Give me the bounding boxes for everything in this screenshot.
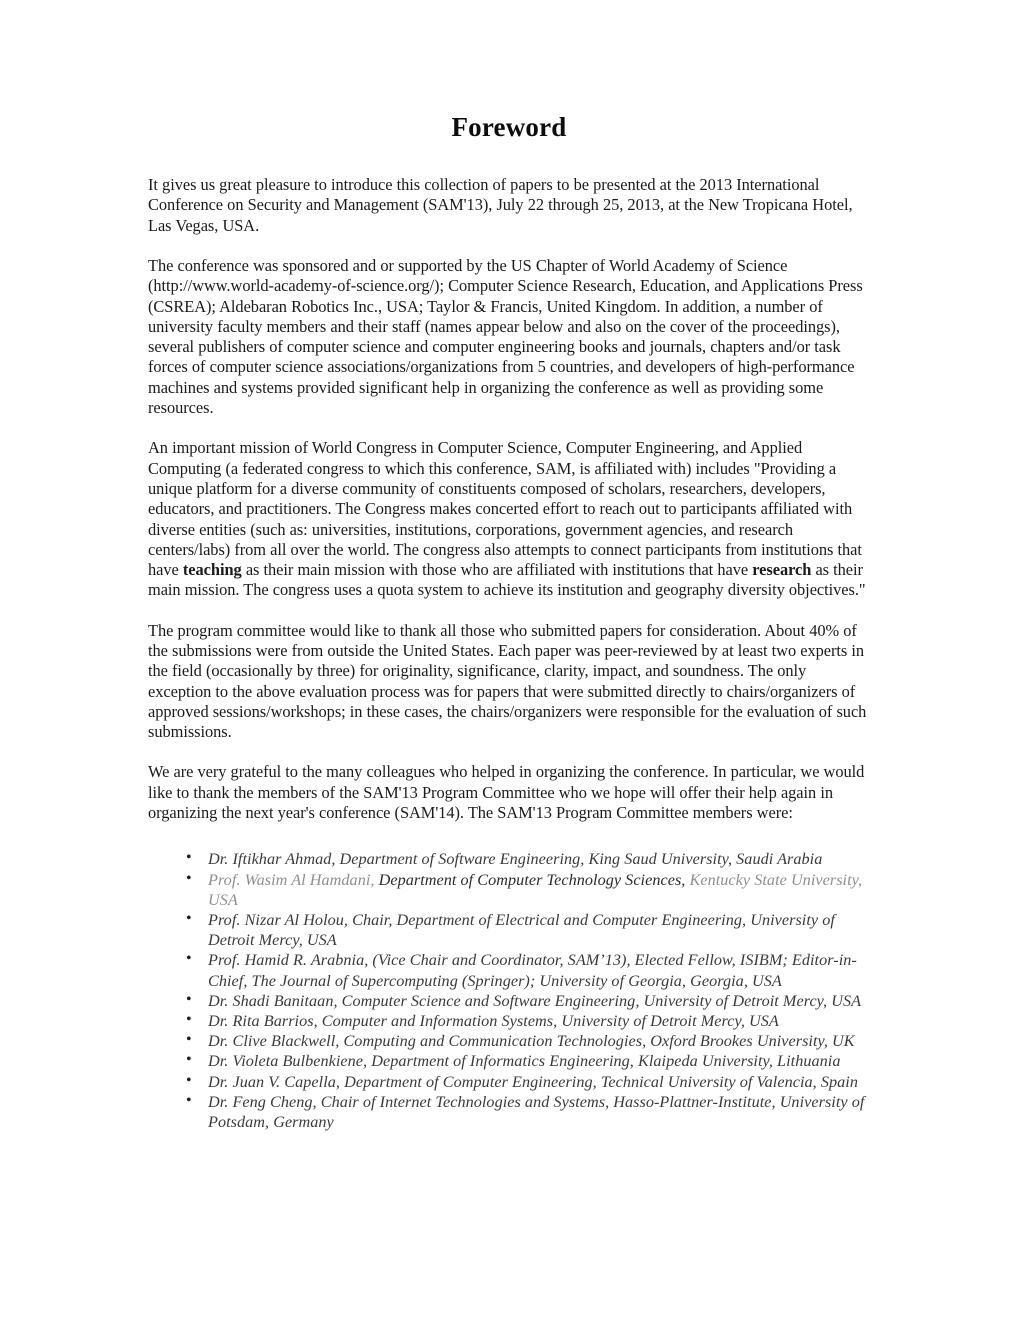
member-name-affiliation: Dr. Iftikhar Ahmad, Department of Software Engineering, King Saud University, Saudi Arabia	[208, 850, 823, 869]
member-name-affiliation: Dr. Juan V. Capella, Department of Computer Engineering, Technical University of Valencia, Spain	[208, 1072, 858, 1091]
paragraph-mission-text-part1: An important mission of World Congress in Computer Science, Computer Engineering, and Applied Computing (a federated congress to which this conference, SAM, is affiliated with) includes "Providing a unique platform for a diverse community of constituents composed of scholars, researchers, developers, educators, and practitioners. The Congress makes concerted effort to reach out to participants affiliated with diverse entities (such as: universities, institutions, corporations, government agencies, and research centers/labs) from all over the world. The congress also attempts to connect participants from institutions that have	[148, 438, 862, 580]
emphasis-research: research	[752, 560, 812, 580]
paragraph-sponsors-text: The conference was sponsored and or supported by the US Chapter of World Academy of Science (http://www.world-academy-of-science.org/); Computer Science Research, Education, and Applications Press (CSREA); Aldebaran Robotics Inc., USA; Taylor & Francis, United Kingdom. In addition, a number of university faculty members and their staff (names appear below and also on the cover of the proceedings), several publishers of computer science and computer engineering books and journals, chapters and/or task forces of computer science associations/organizations from 5 countries, and developers of high-performance machines and systems provided significant help in organizing the conference as well as providing some resources.	[148, 255, 863, 418]
paragraph-intro	[148, 175, 870, 236]
paragraph-mission	[148, 438, 870, 600]
document-body	[148, 112, 870, 1132]
list-item	[148, 1031, 870, 1051]
paragraph-sponsors	[148, 256, 870, 418]
member-name-affiliation: Dr. Violeta Bulbenkiene, Department of Informatics Engineering, Klaipeda University, Lithuania	[208, 1052, 841, 1071]
list-item	[148, 910, 870, 950]
list-item	[148, 1051, 870, 1071]
paragraph-acknowledgements	[148, 762, 870, 823]
program-committee-list	[148, 849, 870, 1132]
paragraph-acknowledgements-text: We are very grateful to the many colleagues who helped in organizing the conference. In particular, we would like to thank the members of the SAM'13 Program Committee who we hope will offer their help again in organizing the next year's conference (SAM'14). The SAM'13 Program Committee members were:	[148, 762, 865, 823]
member-name-affiliation: Prof. Nizar Al Holou, Chair, Department of Electrical and Computer Engineering, University of Detroit Mercy, USA	[208, 910, 835, 950]
member-name-affiliation: Dr. Rita Barrios, Computer and Information Systems, University of Detroit Mercy, USA	[208, 1011, 779, 1030]
list-item	[148, 1072, 870, 1092]
paragraph-intro-text: It gives us great pleasure to introduce this collection of papers to be presented at the 2013 International Conference on Security and Management (SAM'13), July 22 through 25, 2013, at the New Tropicana Hotel, Las Vegas, USA.	[148, 175, 853, 235]
list-item	[148, 870, 870, 910]
member-department: Department of Computer Technology Sciences,	[378, 870, 690, 889]
member-name-affiliation: Dr. Shadi Banitaan, Computer Science and Software Engineering, University of Detroit Mercy, USA	[208, 991, 862, 1010]
member-name-affiliation: Dr. Clive Blackwell, Computing and Communication Technologies, Oxford Brookes University, UK	[208, 1032, 855, 1051]
list-item	[148, 991, 870, 1011]
member-institution: Kentucky State University, USA	[208, 870, 863, 909]
member-name: Prof. Wasim Al Hamdani,	[208, 870, 379, 889]
list-item	[148, 849, 870, 869]
list-item	[148, 950, 870, 990]
emphasis-teaching: teaching	[182, 560, 242, 580]
member-name-affiliation: Dr. Feng Cheng, Chair of Internet Technologies and Systems, Hasso-Plattner-Institute, University of Potsdam, Germany	[208, 1092, 865, 1131]
page-title: Foreword	[451, 112, 567, 142]
paragraph-mission-text-part3: as their main mission. The congress uses a quota system to achieve its institution and geography diversity objectives."	[148, 560, 866, 600]
paragraph-mission-text-part2: as their main mission with those who are affiliated with institutions that have	[241, 560, 753, 580]
list-item	[148, 1011, 870, 1031]
list-item	[148, 1092, 870, 1132]
paragraph-review-process	[148, 621, 870, 743]
member-name-affiliation: Prof. Hamid R. Arabnia, (Vice Chair and Coordinator, SAM’13), Elected Fellow, ISIBM; Editor-in-Chief, The Journal of Supercomputing (Springer); University of Georgia, Georgia, USA	[208, 951, 857, 990]
paragraph-review-process-text: The program committee would like to thank all those who submitted papers for consideration. About 40% of the submissions were from outside the United States. Each paper was peer-reviewed by at least two experts in the field (occasionally by three) for originality, significance, clarity, impact, and soundness. The only exception to the above evaluation process was for papers that were submitted directly to chairs/organizers of approved sessions/workshops; in these cases, the chairs/organizers were responsible for the evaluation of such submissions.	[148, 620, 867, 742]
